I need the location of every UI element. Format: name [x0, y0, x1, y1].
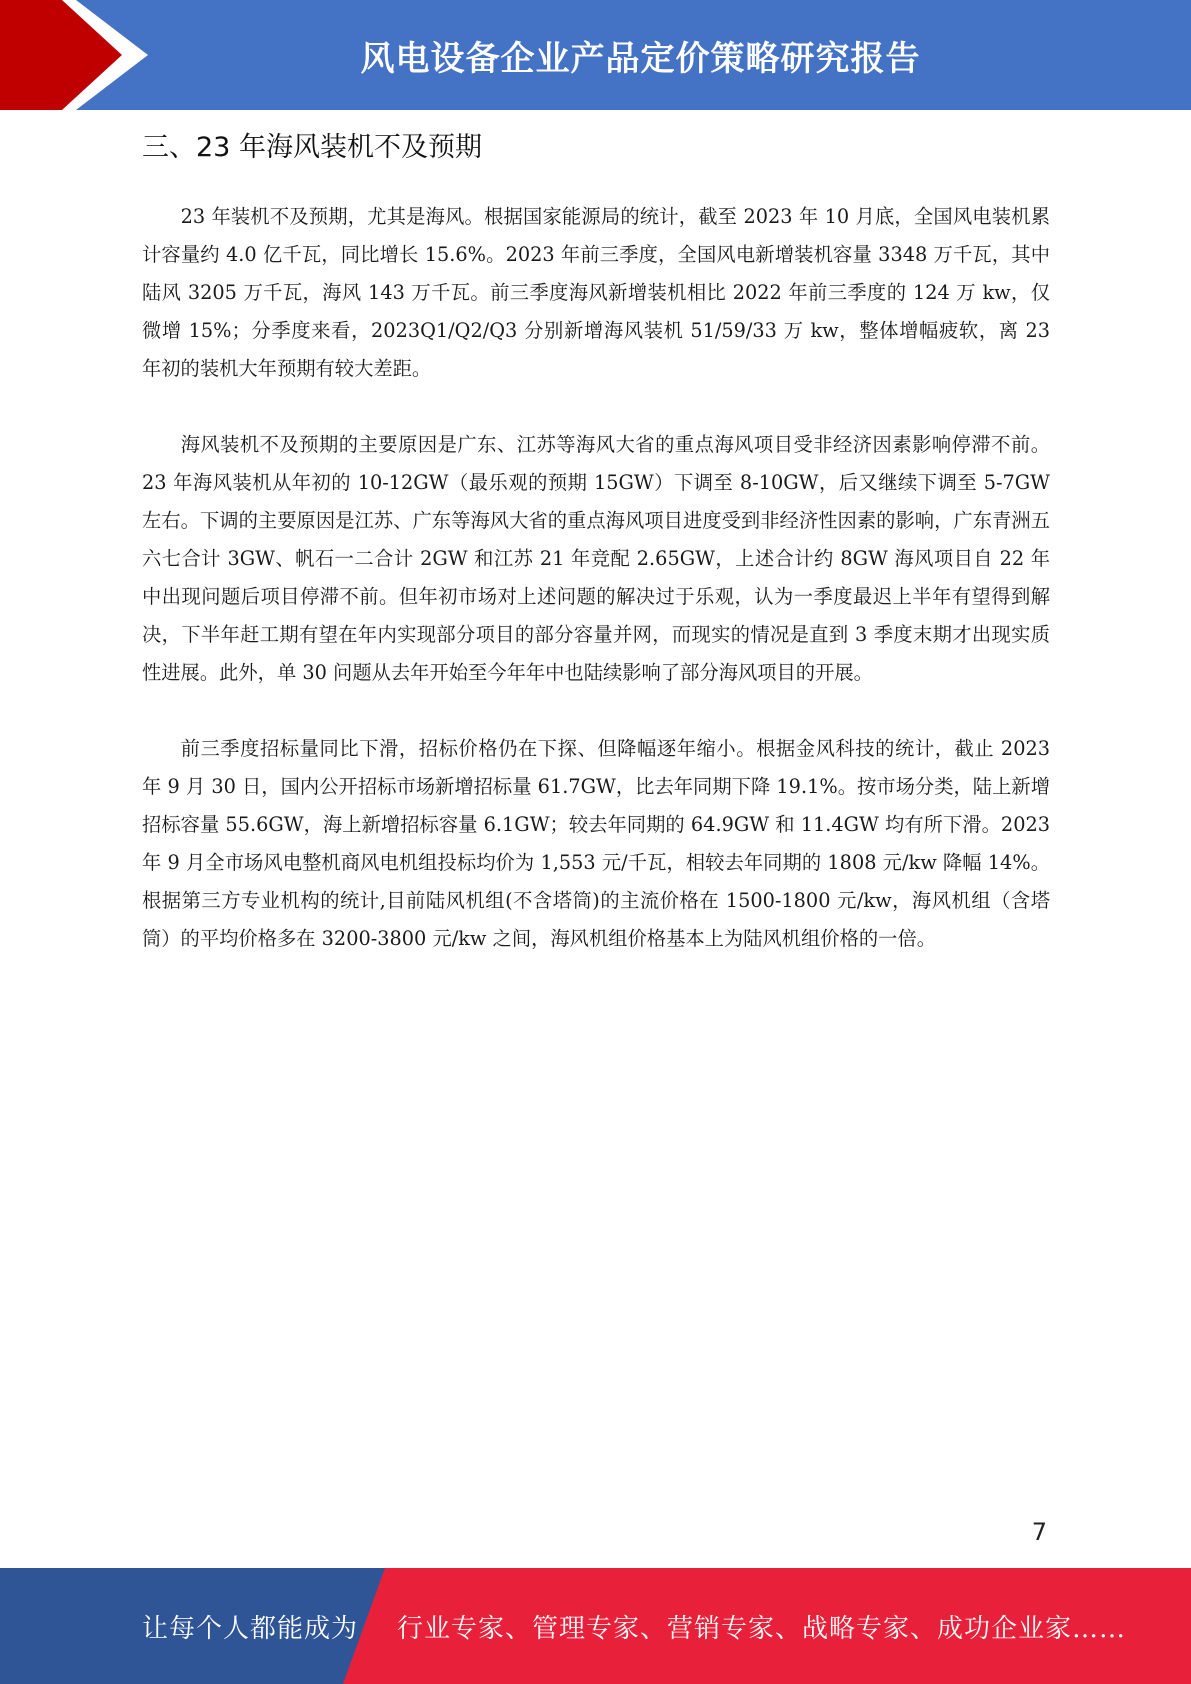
chevron-red-shape	[0, 0, 122, 110]
page-number: 7	[1031, 1518, 1047, 1546]
report-title: 风电设备企业产品定价策略研究报告	[360, 38, 921, 79]
paragraph-tender-volume-and-price: 前三季度招标量同比下滑，招标价格仍在下探、但降幅逐年缩小。根据金风科技的统计，截止 2023 年 9 月 30 日，国内公开招标市场新增招标量 61.7GW，比去年同期下降 19.1%。按市场分类，陆上新增招标容量 55.6GW，海上新增招标容量 6.1GW；较去年同期的 64.9GW 和 11.4GW 均有所下滑。2023 年 9 月全市场风电整机商风电机组投标均价为 1,553 元/千瓦，相较去年同期的 1808 元/kw 降幅 14%。根据第三方专业机构的统计,目前陆风机组(不含塔筒)的主流价格在 1500-1800 元/kw，海风机组（含塔筒）的平均价格多在 3200-3800 元/kw 之间，海风机组价格基本上为陆风机组价格的一倍。	[142, 737, 1050, 950]
header-chevron-decoration	[0, 0, 160, 110]
footer-slogan-right: 行业专家、管理专家、营销专家、战略专家、成功企业家……	[397, 1613, 1127, 1644]
paragraph-installation-below-expectation: 23 年装机不及预期，尤其是海风。根据国家能源局的统计，截至 2023 年 10 月底，全国风电装机累计容量约 4.0 亿千瓦，同比增长 15.6%。2023 年前三季度，全国风电新增装机容量 3348 万千瓦，其中陆风 3205 万千瓦，海风 143 万千瓦。前三季度海风新增装机相比 2022 年前三季度的 124 万 kw，仅微增 15%；分季度来看，2023Q1/Q2/Q3 分别新增海风装机 51/59/33 万 kw，整体增幅疲软，离 23 年初的装机大年预期有较大差距。	[142, 205, 1050, 380]
paragraph-main-reasons: 海风装机不及预期的主要原因是广东、江苏等海风大省的重点海风项目受非经济因素影响停滞不前。23 年海风装机从年初的 10-12GW（最乐观的预期 15GW）下调至 8-10GW，后又继续下调至 5-7GW 左右。下调的主要原因是江苏、广东等海风大省的重点海风项目进度受到非经济性因素的影响，广东青洲五六七合计 3GW、帆石一二合计 2GW 和江苏 21 年竞配 2.65GW，上述合计约 8GW 海风项目自 22 年中出现问题后项目停滞不前。但年初市场对上述问题的解决过于乐观，认为一季度最迟上半年有望得到解决，下半年赶工期有望在年内实现部分项目的部分容量并网，而现实的情况是直到 3 季度末期才出现实质性进展。此外，单 30 问题从去年开始至今年年中也陆续影响了部分海风项目的开展。	[142, 433, 1050, 684]
page-footer	[0, 1568, 1191, 1684]
section-heading: 三、23 年海风装机不及预期	[142, 132, 482, 163]
footer-slogan-left: 让每个人都能成为	[142, 1613, 359, 1644]
page-header	[0, 0, 1191, 110]
main-content	[142, 128, 1050, 958]
